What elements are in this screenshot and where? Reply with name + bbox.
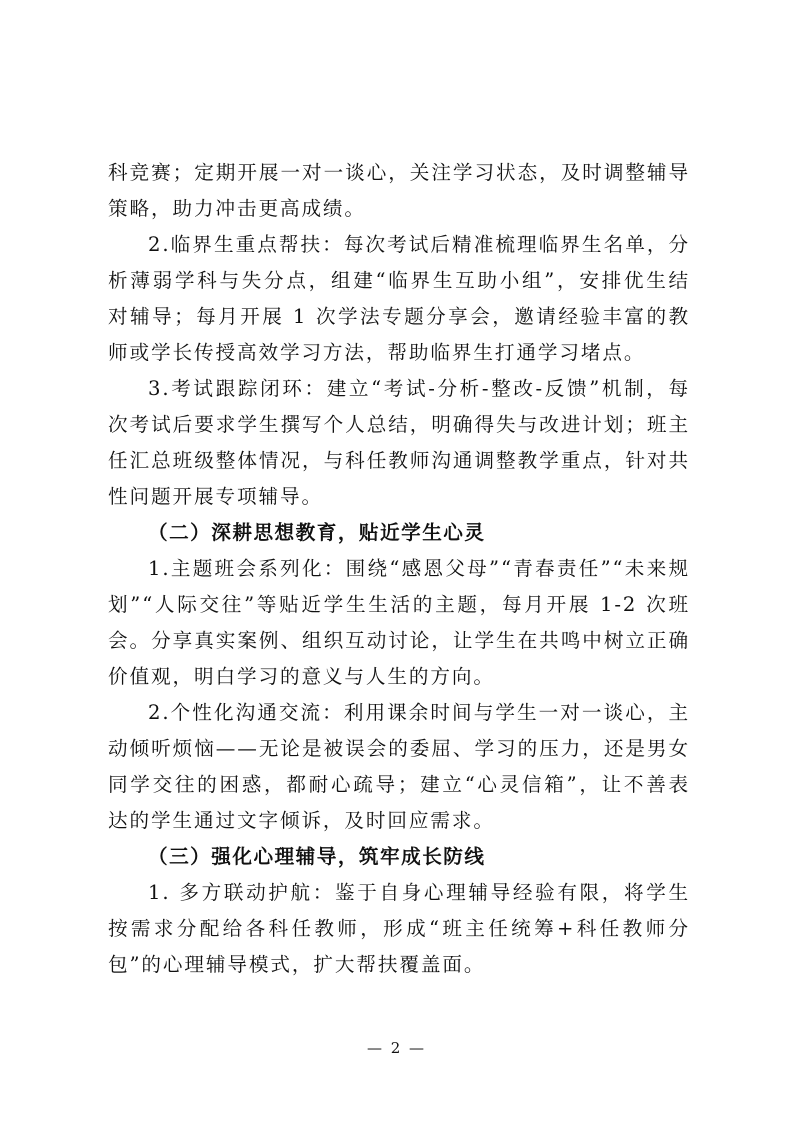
paragraph-borderline-students: 2.临界生重点帮扶：每次考试后精准梳理临界生名单，分析薄弱学科与失分点，组建“临界生互助小组”，安排优生结对辅导；每月开展 1 次学法专题分享会，邀请经验丰富的教师或学长传授高效学习方法，帮助临界生打通学习堵点。	[108, 233, 690, 364]
paragraph-personal-communication: 2.个性化沟通交流：利用课余时间与学生一对一谈心，主动倾听烦恼——无论是被误会的委屈、学习的压力，还是男女同学交往的困惑，都耐心疏导；建立“心灵信箱”，让不善表达的学生通过文字倾诉，及时回应需求。	[108, 701, 690, 832]
section-heading-psychological-counseling: （三）强化心理辅导，筑牢成长防线	[148, 845, 486, 868]
paragraph-continuation: 科竞赛；定期开展一对一谈心，关注学习状态，及时调整辅导策略，助力冲击更高成绩。	[108, 161, 690, 220]
paragraph-exam-tracking: 3.考试跟踪闭环：建立“考试-分析-整改-反馈”机制，每次考试后要求学生撰写个人总结，明确得失与改进计划；班主任汇总班级整体情况，与科任教师沟通调整教学重点，针对共性问题开展专项辅导。	[108, 377, 690, 508]
page-number: — 2 —	[366, 1039, 427, 1057]
paragraph-theme-class-meetings: 1.主题班会系列化：围绕“感恩父母”“青春责任”“未来规划”“人际交往”等贴近学生生活的主题，每月开展 1-2 次班会。分享真实案例、组织互动讨论，让学生在共鸣中树立正确价值观，明白学习的意义与人生的方向。	[108, 557, 690, 688]
paragraph-multi-party-support: 1. 多方联动护航：鉴于自身心理辅导经验有限，将学生按需求分配给各科任教师，形成“班主任统筹+科任教师分包”的心理辅导模式，扩大帮扶覆盖面。	[108, 881, 690, 976]
section-heading-ideological-education: （二）深耕思想教育，贴近学生心灵	[148, 521, 486, 544]
